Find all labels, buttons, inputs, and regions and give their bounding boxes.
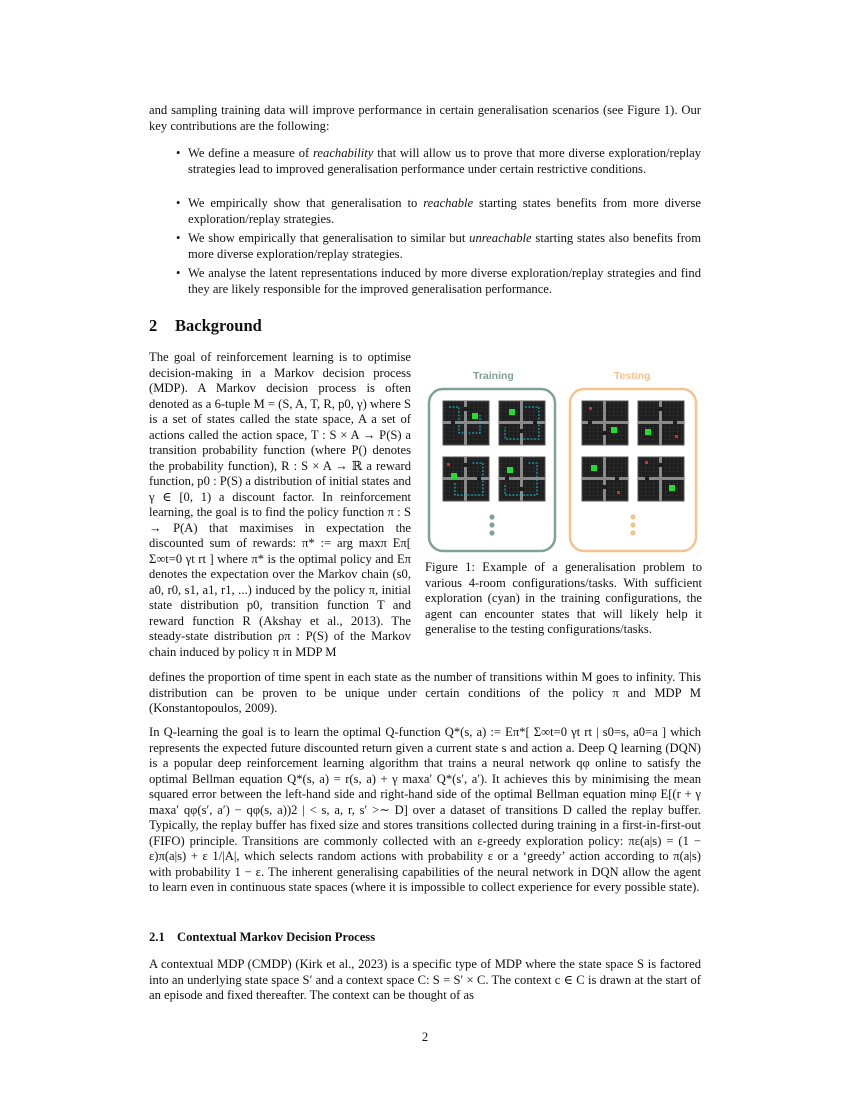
testing-maze-1 [582, 401, 628, 445]
training-maze-3 [443, 457, 489, 501]
figure-1 [425, 363, 707, 555]
intro-paragraph: and sampling training data will improve performance in certain generalisation scenarios (see Figure 1). Our key contributions are the following: [149, 103, 701, 133]
training-dot-2 [489, 522, 494, 527]
background-left-paragraph: The goal of reinforcement learning is to optimise decision-making in a Markov decision process (MDP). A Markov decision process is often denoted as a 6-tuple M = (S, A, T, R, p0, γ) where S is a set of states called the state space, A a set of actions called the action space, T : S × A → P(S) a transition probability function (where P() denotes the probability function), R : S × A → ℝ a reward function, p0 : P(S) a distribution of initial states and γ ∈ [0, 1) a discount factor. In reinforcement learning, the goal is to find the policy function π : S → P(A) that maximises in expectation the discounted sum of rewards: π* := arg maxπ Eπ[ Σ∞t=0 γt rt ] where π* is the optimal policy and Eπ denotes the expectation over the Markov chain (s0, a0, r0, s1, a1, r1, ...) induced by the policy π, initial state distribution p0, transition function T and reward function R (Akshay et al., 2013). The steady-state distribution ρπ : P(S) of the Markov chain induced by policy π in MDP M [149, 350, 411, 659]
background-full-paragraph: defines the proportion of time spent in each state as the number of transitions within M goes to infinity. This distribution can be proven to be unique under certain conditions of the policy π and MDP M (Konstantopoulos, 2009). [149, 670, 701, 715]
training-dot-3 [489, 530, 494, 535]
training-maze-1 [443, 401, 489, 445]
testing-label: Testing [614, 370, 651, 382]
testing-dot-3 [630, 530, 635, 535]
subsection-heading: 2.1 Contextual Markov Decision Process [149, 930, 376, 944]
testing-maze-4 [638, 457, 684, 501]
section-heading: 2 Background [149, 316, 262, 335]
testing-dot-2 [630, 522, 635, 527]
figure-1-graphic [425, 363, 707, 555]
cmdp-paragraph: A contextual MDP (CMDP) (Kirk et al., 2023) is a specific type of MDP where the state space S is factored into an underlying state space S′ and a context space C: S = S′ × C. The context c ∈ C is drawn at the start of an episode and fixed thereafter. The context can be thought of as [149, 957, 701, 1002]
training-maze-4 [499, 457, 545, 501]
page-number: 2 [421, 1030, 429, 1044]
bullet-4: • We analyse the latent representations induced by more diverse exploration/replay strategies and find they are likely responsible for the improved generalisation performance. [188, 266, 701, 297]
bullet-3: • We show empirically that generalisation to similar but unreachable starting states also benefits from more diverse exploration/replay strategies. [188, 231, 701, 262]
training-label: Training [473, 370, 514, 382]
training-maze-2 [499, 401, 545, 445]
bullet-1: • We define a measure of reachability that will allow us to prove that more diverse exploration/replay strategies lead to improved generalisation performance under certain restrictive conditions. [188, 146, 701, 177]
training-dot-1 [489, 514, 494, 519]
testing-maze-3 [582, 457, 628, 501]
bullet-2: • We empirically show that generalisation to reachable starting states benefits from more diverse exploration/replay strategies. [188, 196, 701, 227]
qlearning-paragraph: In Q-learning the goal is to learn the optimal Q-function Q*(s, a) := Eπ*[ Σ∞t=0 γt rt | s0=s, a0=a ] which represents the expected future discounted return given a current state s and action a. Deep Q learning (DQN) is a popular deep reinforcement learning algorithm that trains a neural network qφ online to satisfy the optimal Bellman equation Q*(s, a) = r(s, a) + γ maxa′ Q*(s′, a′). It achieves this by minimising the mean squared error between the left-hand side and right-hand side of the optimal Bellman equation minφ E[(r + γ maxa′ qφ(s′, a′) − qφ(s, a))2 | < s, a, r, s′ >∼ D] over a dataset of transitions D called the replay buffer. Typically, the replay buffer has fixed size and stores transitions collected during training in a first-in-first-out (FIFO) principle. Transitions are commonly collected with an ε-greedy exploration policy: πε(a|s) = (1 − ε)π(a|s) + ε 1/|A|, which selects random actions with probability ε or a ‘greedy’ action according to π(a|s) with probability 1 − ε. The inherent generalising capabilities of the neural network in DQN allow the agent to learn even in continuous state spaces (where it is impossible to collect experience for every possible state). [149, 725, 701, 894]
figure-caption: Figure 1: Example of a generalisation problem to various 4-room configurations/tasks. With sufficient exploration (cyan) in the training configurations, the agent can encounter states that will likely help it generalise to the testing configurations/tasks. [425, 560, 702, 636]
testing-dot-1 [630, 514, 635, 519]
testing-maze-2 [638, 401, 684, 445]
